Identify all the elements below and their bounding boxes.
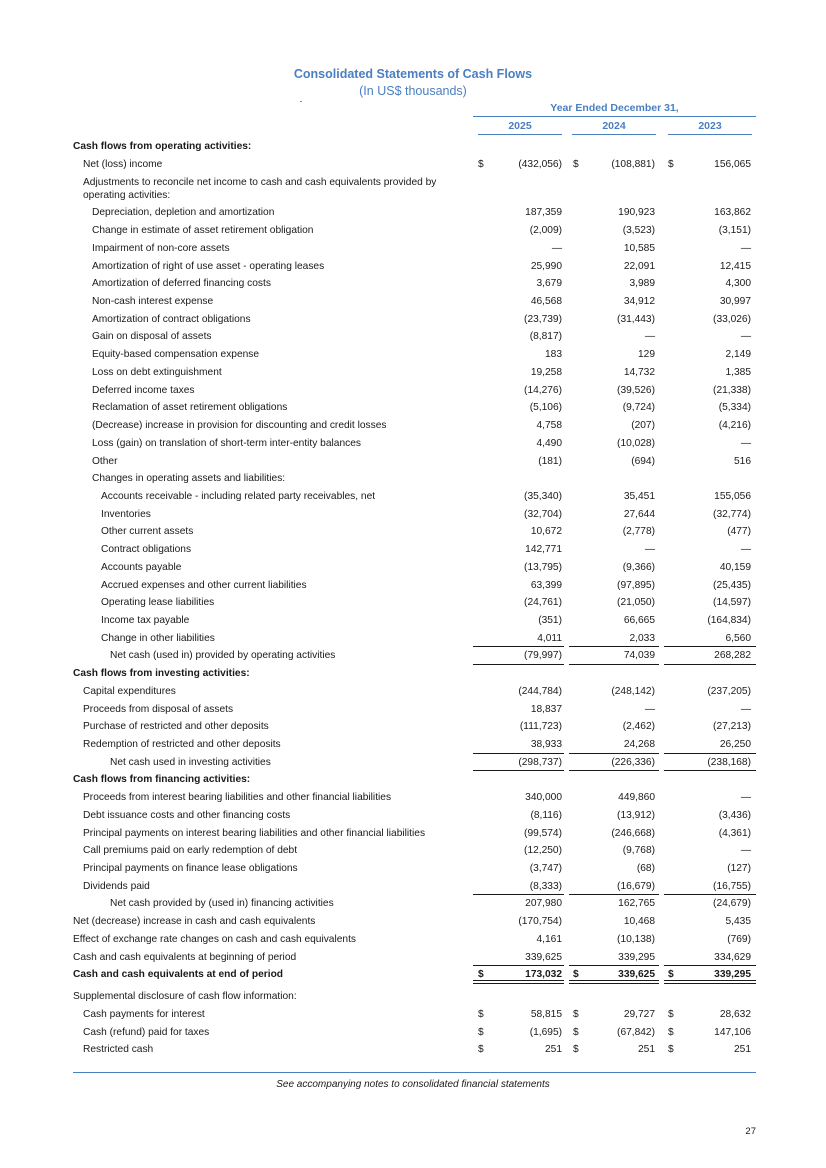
cell-2025: (298,737) <box>518 756 562 768</box>
cell-2024: 22,091 <box>623 260 655 272</box>
cell-2025: (35,340) <box>524 490 562 502</box>
cell-2023: (14,597) <box>713 597 751 609</box>
cell-2025: (244,784) <box>518 685 562 697</box>
cell-2023: (127) <box>727 863 751 875</box>
cell-2024: (68) <box>636 863 655 875</box>
cell-2024: (97,895) <box>617 579 655 591</box>
row-label: Equity-based compensation expense <box>92 349 260 361</box>
cell-2024: 27,644 <box>623 508 655 520</box>
table-row <box>0 754 826 772</box>
table-row <box>0 382 826 400</box>
cell-2024: (9,724) <box>622 402 655 414</box>
cell-2023: (3,151) <box>718 225 751 237</box>
row-label: Call premiums paid on early redemption of debt <box>83 845 298 857</box>
cell-2025: (8,817) <box>529 331 562 343</box>
table-row <box>0 523 826 541</box>
cell-2024: (13,912) <box>617 809 655 821</box>
cell-2023: 4,300 <box>725 278 751 290</box>
table-row <box>0 311 826 329</box>
row-label: Cash payments for interest <box>83 1008 205 1020</box>
cell-2023: 251 <box>734 1044 751 1056</box>
cell-2023: — <box>740 331 751 343</box>
dollar-sign: $ <box>478 1026 484 1038</box>
year-column-2024: 2024 <box>572 120 656 135</box>
cell-2023: 28,632 <box>719 1008 751 1020</box>
table-row <box>0 878 826 896</box>
cell-2024: (226,336) <box>611 756 655 768</box>
cell-2025: (2,009) <box>529 225 562 237</box>
row-label: Loss on debt extinguishment <box>92 366 222 378</box>
cell-2025: (351) <box>538 614 562 626</box>
cell-2025: (5,106) <box>529 402 562 414</box>
cell-2023: 334,629 <box>714 951 751 963</box>
row-label: Net cash (used in) provided by operating activities <box>110 650 336 662</box>
table-row <box>0 665 826 683</box>
dollar-sign: $ <box>668 1026 674 1038</box>
cell-2024: 190,923 <box>618 207 655 219</box>
row-label: Debt issuance costs and other financing costs <box>83 809 291 821</box>
cell-2025: (32,704) <box>524 508 562 520</box>
row-label: Cash (refund) paid for taxes <box>83 1026 210 1038</box>
dollar-sign: $ <box>478 1008 484 1020</box>
cell-2023: 147,106 <box>714 1026 751 1038</box>
double-underline <box>569 980 659 984</box>
cell-2024: (67,842) <box>617 1026 655 1038</box>
cell-2023: (32,774) <box>713 508 751 520</box>
cell-2023: (769) <box>727 933 751 945</box>
table-row <box>0 1024 826 1042</box>
cell-2024: (248,142) <box>611 685 655 697</box>
row-label: Change in other liabilities <box>101 632 215 644</box>
cell-2025: (8,116) <box>530 809 562 821</box>
row-label: Supplemental disclosure of cash flow information: <box>73 991 297 1003</box>
year-column-2023: 2023 <box>668 120 752 135</box>
cell-2023: 26,250 <box>719 739 751 750</box>
cell-2024: 339,625 <box>618 969 655 981</box>
row-label: Net (loss) income <box>83 158 163 170</box>
dollar-sign: $ <box>478 158 484 170</box>
table-row <box>0 949 826 967</box>
cell-2024: (9,366) <box>622 561 655 573</box>
cell-2023: (164,834) <box>707 614 751 626</box>
table-row <box>0 931 826 949</box>
row-label: Net (decrease) increase in cash and cash equivalents <box>73 916 316 928</box>
row-label: Principal payments on finance lease obligations <box>83 863 298 875</box>
cell-2024: (108,881) <box>611 158 655 170</box>
cell-2023: (238,168) <box>707 756 751 768</box>
row-label: Dividends paid <box>83 880 150 892</box>
table-row <box>0 258 826 276</box>
table-row <box>0 842 826 860</box>
row-label: Operating lease liabilities <box>101 597 215 609</box>
table-row <box>0 488 826 506</box>
row-label: Adjustments to reconcile net income to cash and cash equivalents provided by operating activities: <box>83 177 437 202</box>
cell-2025: 3,679 <box>536 278 562 290</box>
cell-2025: (111,723) <box>519 721 562 733</box>
cell-2025: 173,032 <box>525 969 562 981</box>
row-label: Impairment of non-core assets <box>92 242 230 254</box>
dollar-sign: $ <box>668 1044 674 1056</box>
cell-2025: — <box>551 242 562 254</box>
cell-2024: (3,523) <box>622 225 655 237</box>
cell-2023: (16,755) <box>713 880 751 892</box>
dollar-sign: $ <box>478 1044 484 1056</box>
cell-2024: (10,028) <box>617 437 655 449</box>
row-label: Change in estimate of asset retirement obligation <box>92 225 314 237</box>
cell-2023: 1,385 <box>725 366 751 378</box>
cell-2025: 58,815 <box>530 1008 562 1020</box>
cell-2023: (4,216) <box>718 420 751 432</box>
cell-2023: (3,436) <box>718 809 751 821</box>
table-row <box>0 417 826 435</box>
cell-2024: 10,468 <box>623 916 655 928</box>
row-label: Net cash used in investing activities <box>110 756 271 768</box>
cell-2024: 449,860 <box>618 792 655 804</box>
row-label: Purchase of restricted and other deposits <box>83 721 269 733</box>
row-label: Net cash provided by (used in) financing activities <box>110 898 334 910</box>
cell-2024: 339,295 <box>618 951 655 963</box>
row-label: Depreciation, depletion and amortization <box>92 207 275 219</box>
cell-2023: 2,149 <box>725 349 751 361</box>
cell-2025: 340,000 <box>525 792 562 804</box>
table-row <box>0 577 826 595</box>
dollar-sign: $ <box>573 1044 579 1056</box>
cell-2025: (23,739) <box>524 313 562 325</box>
cell-2025: (12,250) <box>524 845 562 857</box>
cell-2024: (16,679) <box>617 880 655 892</box>
table-row <box>0 435 826 453</box>
cell-2025: (14,276) <box>524 384 562 396</box>
row-label: Cash and cash equivalents at end of period <box>73 969 284 981</box>
cell-2023: 156,065 <box>714 158 751 170</box>
table-row <box>0 173 826 204</box>
cell-2025: 4,758 <box>536 420 562 432</box>
dollar-sign: $ <box>668 1008 674 1020</box>
double-underline <box>664 980 756 984</box>
cell-2025: 4,490 <box>536 437 562 449</box>
table-row <box>0 138 826 156</box>
cell-2023: (237,205) <box>707 685 751 697</box>
cell-2023: (25,435) <box>713 579 751 591</box>
table-row <box>0 594 826 612</box>
cell-2024: 24,268 <box>623 739 655 750</box>
cell-2023: (477) <box>727 526 751 538</box>
cell-2023: (21,338) <box>713 384 751 396</box>
cell-2024: (10,138) <box>617 933 655 945</box>
table-row <box>0 807 826 825</box>
cell-2023: (5,334) <box>718 402 751 414</box>
table-row <box>0 328 826 346</box>
cell-2023: 163,862 <box>714 207 751 219</box>
dollar-sign: $ <box>573 969 579 981</box>
table-row <box>0 736 826 754</box>
row-label: Amortization of right of use asset - operating leases <box>92 260 325 272</box>
cell-2024: 251 <box>638 1044 655 1056</box>
cell-2023: 5,435 <box>725 916 751 928</box>
table-row <box>0 1006 826 1024</box>
row-label: Cash and cash equivalents at beginning of period <box>73 951 297 963</box>
table-row <box>0 240 826 258</box>
table-row <box>0 612 826 630</box>
cell-2025: (432,056) <box>518 158 562 170</box>
cash-flow-table <box>0 138 826 1059</box>
dollar-sign: $ <box>573 158 579 170</box>
table-row <box>0 771 826 789</box>
cell-2025: 183 <box>545 349 562 361</box>
row-label: Changes in operating assets and liabilities: <box>92 473 286 485</box>
cell-2025: 46,568 <box>530 296 562 308</box>
row-label: Loss (gain) on translation of short-term inter-entity balances <box>92 437 361 449</box>
row-label: Amortization of contract obligations <box>92 313 251 325</box>
year-header: Year Ended December 31, <box>473 102 756 117</box>
cell-2023: (27,213) <box>713 721 751 733</box>
cell-2025: 251 <box>545 1044 562 1056</box>
table-row <box>0 718 826 736</box>
row-label: Restricted cash <box>83 1044 154 1056</box>
cell-2024: — <box>644 331 655 343</box>
cell-2025: (1,695) <box>529 1026 562 1038</box>
bottom-rule <box>73 1072 756 1073</box>
table-row <box>0 647 826 665</box>
row-label: Accounts payable <box>101 561 182 573</box>
cell-2025: 63,399 <box>530 579 562 591</box>
cell-2023: 516 <box>734 455 751 467</box>
cell-2024: 35,451 <box>623 490 655 502</box>
cell-2024: 129 <box>638 349 655 361</box>
table-row <box>0 222 826 240</box>
row-label: Income tax payable <box>101 614 190 626</box>
cell-2024: 10,585 <box>623 242 655 254</box>
table-row <box>0 683 826 701</box>
table-row <box>0 1041 826 1059</box>
cell-2023: — <box>740 792 751 804</box>
table-row <box>0 506 826 524</box>
row-label: Other current assets <box>101 526 194 538</box>
cell-2024: (31,443) <box>617 313 655 325</box>
table-row <box>0 156 826 174</box>
cell-2025: (13,795) <box>524 561 562 573</box>
double-underline <box>473 980 564 984</box>
cell-2025: 19,258 <box>530 366 562 378</box>
cell-2024: 74,039 <box>623 650 655 662</box>
cell-2025: 10,672 <box>530 526 562 538</box>
dollar-sign: $ <box>573 1008 579 1020</box>
table-row <box>0 364 826 382</box>
page-title: Consolidated Statements of Cash Flows <box>293 67 533 81</box>
cell-2024: 2,033 <box>629 632 655 644</box>
row-label: Proceeds from disposal of assets <box>83 703 234 715</box>
page-subtitle: (In US$ thousands) <box>359 84 467 98</box>
cell-2025: 207,980 <box>525 898 562 910</box>
cell-2025: 187,359 <box>525 207 562 219</box>
row-label: Amortization of deferred financing costs <box>92 278 271 290</box>
cell-2024: 14,732 <box>623 366 655 378</box>
table-row <box>0 346 826 364</box>
table-row <box>0 789 826 807</box>
cell-2024: 29,727 <box>623 1008 655 1020</box>
table-row <box>0 399 826 417</box>
row-label: (Decrease) increase in provision for discounting and credit losses <box>92 420 387 432</box>
table-row <box>0 453 826 471</box>
cell-2023: (33,026) <box>713 313 751 325</box>
table-row <box>0 988 826 1006</box>
row-label: Other <box>92 455 118 467</box>
cell-2025: 38,933 <box>530 739 562 750</box>
cell-2025: 339,625 <box>525 951 562 963</box>
cell-2025: 4,161 <box>536 933 562 945</box>
cell-2023: 155,056 <box>714 490 751 502</box>
cell-2025: (8,333) <box>529 880 562 892</box>
cell-2025: 4,011 <box>537 632 562 644</box>
cell-2025: (24,761) <box>524 597 562 609</box>
table-row <box>0 470 826 488</box>
table-row <box>0 293 826 311</box>
table-row <box>0 895 826 913</box>
cell-2025: (170,754) <box>518 916 562 928</box>
cell-2023: (4,361) <box>718 827 751 839</box>
cell-2025: (181) <box>538 455 562 467</box>
cell-2025: (3,747) <box>529 863 562 875</box>
cell-2023: — <box>740 437 751 449</box>
cell-2023: 268,282 <box>714 650 751 662</box>
cell-2024: — <box>644 703 655 715</box>
table-row <box>0 701 826 719</box>
dollar-sign: $ <box>478 969 484 981</box>
cell-2024: (21,050) <box>617 597 655 609</box>
row-label: Effect of exchange rate changes on cash and cash equivalents <box>73 933 356 945</box>
cell-2024: (694) <box>631 455 655 467</box>
row-label: Accounts receivable - including related party receivables, net <box>101 490 376 502</box>
cell-2024: (2,778) <box>622 526 655 538</box>
dollar-sign: $ <box>668 158 674 170</box>
row-label: Cash flows from operating activities: <box>73 141 252 152</box>
stray-mark <box>300 101 302 102</box>
cell-2024: (2,462) <box>622 721 655 733</box>
cell-2023: — <box>740 845 751 857</box>
row-label: Accrued expenses and other current liabilities <box>101 579 307 591</box>
table-row <box>0 204 826 222</box>
cell-2025: (99,574) <box>524 827 562 839</box>
cell-2023: 40,159 <box>719 561 751 573</box>
table-row <box>0 860 826 878</box>
cell-2023: — <box>740 242 751 254</box>
table-row <box>0 559 826 577</box>
year-column-2025: 2025 <box>478 120 562 135</box>
table-row <box>0 275 826 293</box>
cell-2024: (207) <box>631 420 655 432</box>
row-label: Inventories <box>101 508 151 520</box>
cell-2024: (39,526) <box>617 384 655 396</box>
table-row <box>0 966 826 984</box>
cell-2025: 18,837 <box>530 703 562 715</box>
row-label: Non-cash interest expense <box>92 296 214 308</box>
row-label: Redemption of restricted and other deposits <box>83 739 281 750</box>
page-number: 27 <box>745 1126 756 1137</box>
row-label: Principal payments on interest bearing liabilities and other financial liabilities <box>83 827 426 839</box>
cell-2023: (24,679) <box>713 898 751 910</box>
cell-2023: 30,997 <box>719 296 751 308</box>
row-label: Cash flows from financing activities: <box>73 774 251 786</box>
row-label: Deferred income taxes <box>92 384 195 396</box>
cell-2024: (246,668) <box>611 827 655 839</box>
cell-2024: 34,912 <box>623 296 655 308</box>
cell-2023: — <box>740 703 751 715</box>
row-label: Gain on disposal of assets <box>92 331 212 343</box>
cell-2024: 162,765 <box>618 898 655 910</box>
cell-2024: 3,989 <box>629 278 655 290</box>
cell-2023: 6,560 <box>725 632 751 644</box>
cell-2025: 142,771 <box>525 544 562 556</box>
row-label: Contract obligations <box>101 544 192 556</box>
table-row <box>0 630 826 648</box>
cell-2024: — <box>644 544 655 556</box>
row-label: Capital expenditures <box>83 685 176 697</box>
footnote: See accompanying notes to consolidated financial statements <box>276 1079 550 1090</box>
table-row <box>0 913 826 931</box>
cell-2023: 12,415 <box>719 260 751 272</box>
row-label: Reclamation of asset retirement obligations <box>92 402 288 414</box>
row-label: Proceeds from interest bearing liabilities and other financial liabilities <box>83 792 392 804</box>
cell-2025: 25,990 <box>530 260 562 272</box>
cell-2024: (9,768) <box>622 845 655 857</box>
table-row <box>0 825 826 843</box>
cell-2025: (79,997) <box>524 650 562 662</box>
row-label: Cash flows from investing activities: <box>73 668 250 680</box>
cell-2023: 339,295 <box>714 969 751 981</box>
dollar-sign: $ <box>668 969 674 981</box>
dollar-sign: $ <box>573 1026 579 1038</box>
cell-2024: 66,665 <box>623 614 655 626</box>
table-row <box>0 541 826 559</box>
cell-2023: — <box>740 544 751 556</box>
